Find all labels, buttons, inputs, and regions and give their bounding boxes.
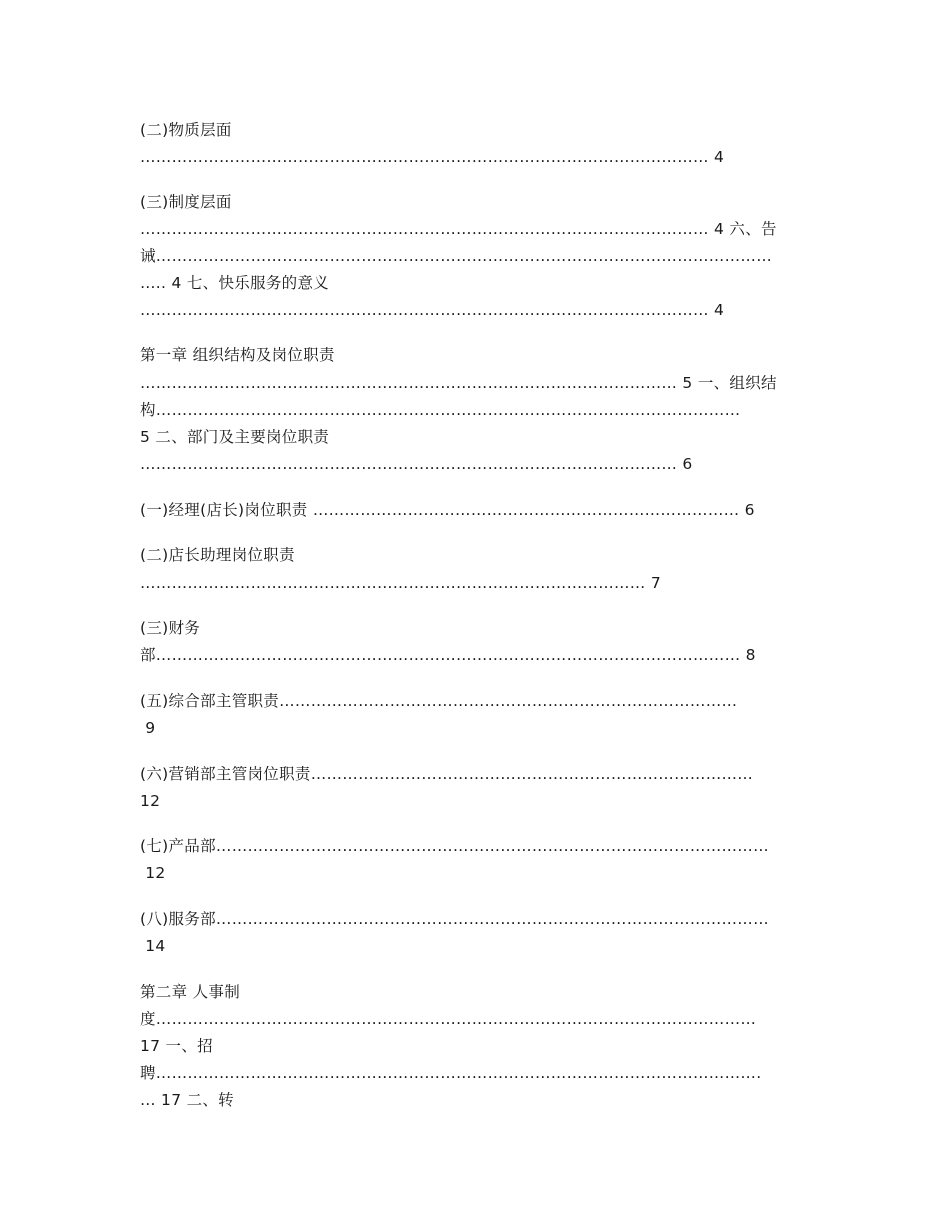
toc-leader-line: 诫……………………………………………………………………………………………………… <box>140 247 772 265</box>
toc-entry-line: 17 一、招 <box>140 1037 213 1055</box>
toc-leader-line: ……………………………………………………………………………………………… 4 六、告 <box>140 220 777 238</box>
toc-leader-line: ……………………………………………………………………………………………… 4 <box>140 301 725 319</box>
toc-page-number: 12 <box>140 864 166 882</box>
toc-entry-line: ….. 4 七、快乐服务的意义 <box>140 274 330 292</box>
toc-page-number: 12 <box>140 792 161 810</box>
toc-entry-general: (五)综合部主管职责…………………………………………………………………………… <box>140 692 738 710</box>
toc-entry-line: 5 二、部门及主要岗位职责 <box>140 428 330 446</box>
toc-heading-material: (二)物质层面 <box>140 121 232 139</box>
toc-leader-line: 度…………………………………………………………………………………………………… <box>140 1010 757 1028</box>
toc-entry-marketing: (六)营销部主管岗位职责………………………………………………………………………… <box>140 765 754 783</box>
toc-leader-line: ………………………………………………………………………………………… 6 <box>140 455 693 473</box>
toc-chapter-2: 第二章 人事制 <box>140 983 241 1001</box>
toc-leader-line: ……………………………………………………………………………………………… 4 <box>140 148 725 166</box>
toc-entry-line: … 17 二、转 <box>140 1091 234 1109</box>
toc-leader-line: 构………………………………………………………………………………………………… <box>140 401 741 419</box>
toc-entry-manager: (一)经理(店长)岗位职责 ……………………………………………………………………… 6 <box>140 501 755 519</box>
toc-page-number: 14 <box>140 937 166 955</box>
toc-entry-product: (七)产品部…………………………………………………………………………………………… <box>140 837 769 855</box>
toc-leader-line: …………………………………………………………………………………… 7 <box>140 574 661 592</box>
toc-page-number: 9 <box>140 719 156 737</box>
toc-entry-service: (八)服务部…………………………………………………………………………………………… <box>140 910 769 928</box>
toc-leader-line: ………………………………………………………………………………………… 5 一、组织结 <box>140 374 777 392</box>
toc-entry-assistant: (二)店长助理岗位职责 <box>140 546 295 564</box>
toc-leader-line: 部………………………………………………………………………………………………… 8 <box>140 646 756 664</box>
toc-chapter-1: 第一章 组织结构及岗位职责 <box>140 346 335 364</box>
toc-leader-line: 聘……………………………………………………………………………………………………. <box>140 1064 762 1082</box>
toc-entry-finance: (三)财务 <box>140 619 201 637</box>
toc-heading-system: (三)制度层面 <box>140 193 232 211</box>
